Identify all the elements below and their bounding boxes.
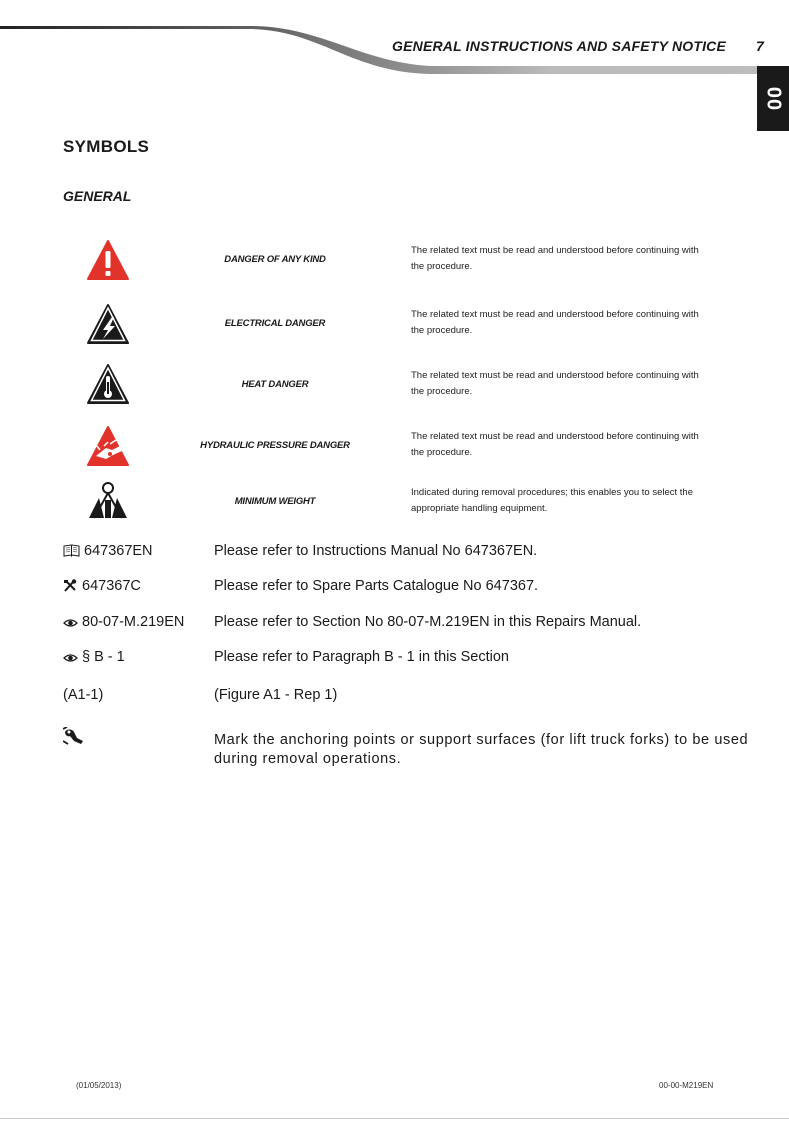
- symbol-description-line: appropriate handling equipment.: [411, 503, 548, 514]
- reference-code: 647367EN: [84, 543, 153, 559]
- symbol-description-line: the procedure.: [411, 261, 473, 272]
- symbol-label: HYDRAULIC PRESSURE DANGER: [200, 440, 350, 451]
- reference-text: Please refer to Section No 80-07-M.219EN in this Repairs Manual.: [214, 614, 642, 630]
- reference-key: [63, 614, 184, 630]
- symbol-description: [411, 485, 741, 517]
- reference-key: [63, 543, 153, 559]
- header-title: GENERAL INSTRUCTIONS AND SAFETY NOTICE: [392, 38, 727, 54]
- eye-icon: [63, 653, 78, 663]
- reference-code: (A1-1): [63, 687, 104, 703]
- symbol-description: [411, 429, 741, 461]
- symbol-label: DANGER OF ANY KIND: [224, 254, 326, 265]
- symbol-description-line: The related text must be read and understood before continuing with: [411, 245, 699, 256]
- book-icon: [63, 544, 80, 557]
- symbol-description: [411, 368, 741, 400]
- symbol-description-line: The related text must be read and understood before continuing with: [411, 431, 699, 442]
- anchoring-points-icon: [63, 727, 85, 747]
- tools-icon: [63, 579, 78, 592]
- symbol-description-line: the procedure.: [411, 386, 473, 397]
- reference-code: § B - 1: [82, 649, 125, 665]
- eye-icon: [63, 618, 78, 628]
- symbol-label: MINIMUM WEIGHT: [234, 496, 316, 507]
- reference-text: (Figure A1 - Rep 1): [214, 687, 338, 703]
- reference-text: Please refer to Spare Parts Catalogue No 647367.: [214, 578, 539, 594]
- reference-text: Please refer to Paragraph B - 1 in this Section: [214, 649, 509, 665]
- electrical-danger-icon: [86, 302, 130, 346]
- danger-triangle-icon: [86, 238, 130, 282]
- heat-danger-icon: [86, 362, 130, 406]
- symbol-description: [411, 243, 741, 275]
- reference-text: Please refer to Instructions Manual No 647367EN.: [214, 543, 538, 559]
- section-tab: [757, 66, 789, 131]
- reference-key: [63, 687, 103, 703]
- bottom-divider: [0, 1118, 789, 1119]
- heading-symbols: SYMBOLS: [63, 137, 150, 156]
- reference-text: Mark the anchoring points or support surfaces (for lift truck forks) to be used during removal operations.: [214, 732, 749, 767]
- reference-code: 80-07-M.219EN: [82, 614, 185, 630]
- reference-key: [63, 578, 141, 594]
- footer-doc-code: 00-00-M219EN: [659, 1081, 714, 1090]
- page-number: 7: [756, 38, 764, 54]
- hydraulic-pressure-icon: [86, 424, 130, 468]
- symbol-description-line: The related text must be read and understood before continuing with: [411, 309, 699, 320]
- symbol-label: ELECTRICAL DANGER: [224, 318, 326, 329]
- heading-general: GENERAL: [63, 188, 132, 204]
- minimum-weight-icon: [86, 480, 130, 524]
- symbol-description-line: the procedure.: [411, 447, 473, 458]
- footer-date: (01/05/2013): [76, 1081, 122, 1090]
- symbol-description-line: the procedure.: [411, 325, 473, 336]
- symbol-label: HEAT DANGER: [241, 379, 309, 390]
- reference-code: 647367C: [82, 578, 141, 594]
- reference-key: [63, 649, 125, 665]
- symbol-description-line: Indicated during removal procedures; this enables you to select the: [411, 487, 693, 498]
- symbol-description: [411, 307, 741, 339]
- symbol-description-line: The related text must be read and understood before continuing with: [411, 370, 699, 381]
- section-tab-label: 00: [762, 86, 785, 111]
